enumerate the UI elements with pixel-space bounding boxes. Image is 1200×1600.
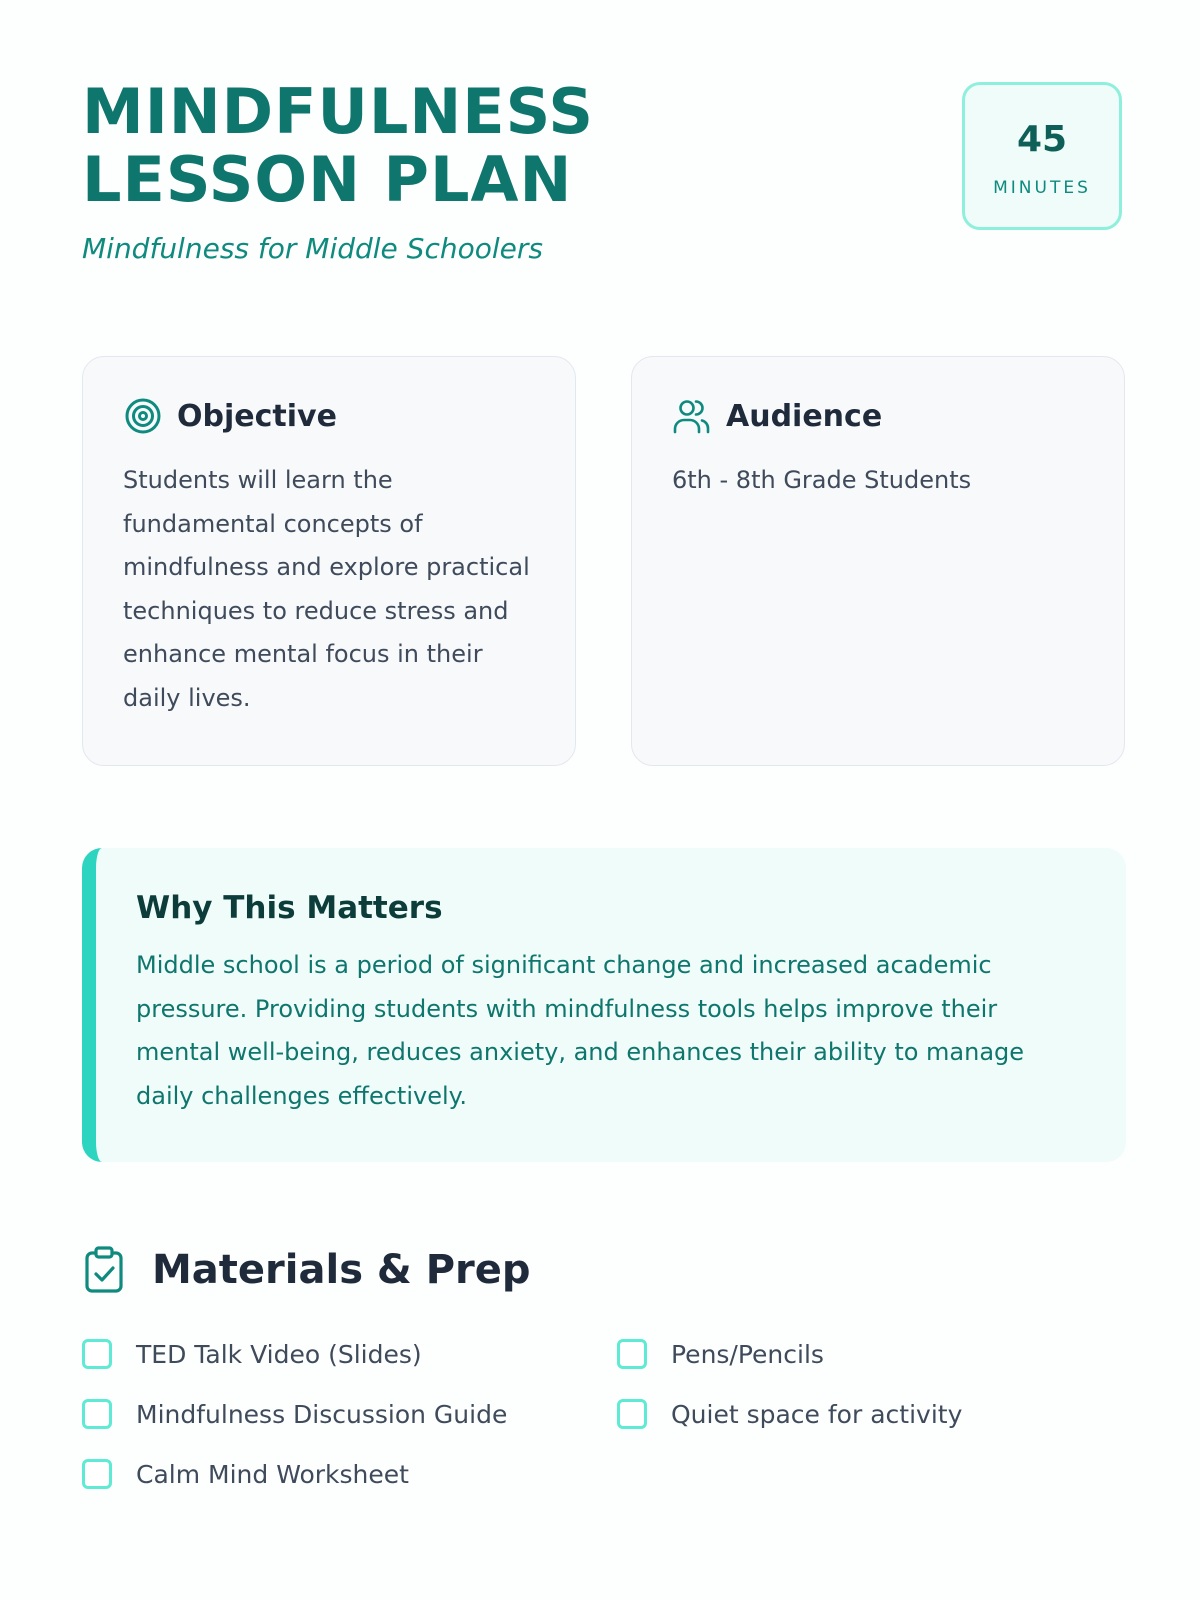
objective-heading: Objective [177, 398, 337, 434]
duration-value: 45 [1016, 119, 1068, 160]
why-heading: Why This Matters [136, 890, 443, 926]
audience-text: 6th - 8th Grade Students [672, 466, 972, 494]
why-text: Middle school is a period of significant change and increased academic pressure. Providing students with mindfulness tools helps improve their mental well-being, reduces anxiety, and enhances their ability to manage daily challenges effectively. [136, 951, 1025, 1110]
material-label: Mindfulness Discussion Guide [136, 1399, 508, 1429]
material-label: Pens/Pencils [671, 1339, 824, 1369]
users-icon [672, 396, 712, 436]
material-item[interactable] [617, 1398, 1126, 1430]
audience-heading: Audience [726, 398, 883, 434]
material-label: Quiet space for activity [671, 1399, 963, 1429]
target-icon [123, 396, 163, 436]
materials-header [82, 1246, 531, 1294]
material-item[interactable] [82, 1398, 617, 1430]
checkbox[interactable] [82, 1339, 112, 1369]
checkbox[interactable] [82, 1459, 112, 1489]
objective-text: Students will learn the fundamental concepts of mindfulness and explore practical techniques to reduce stress and enhance mental focus in their daily lives. [123, 466, 530, 712]
objective-header [123, 395, 535, 437]
checkbox[interactable] [617, 1339, 647, 1369]
audience-header [672, 395, 1084, 437]
material-item[interactable] [82, 1338, 617, 1370]
material-item[interactable] [82, 1458, 617, 1490]
material-label: TED Talk Video (Slides) [136, 1339, 422, 1369]
checkbox[interactable] [82, 1399, 112, 1429]
materials-heading: Materials & Prep [152, 1247, 531, 1293]
page-title: MINDFULNESS LESSON PLAN [82, 75, 595, 216]
audience-card [631, 356, 1125, 766]
objective-card [82, 356, 576, 766]
material-item[interactable] [617, 1338, 1126, 1370]
why-this-matters-callout [82, 848, 1126, 1162]
page-subtitle: Mindfulness for Middle Schoolers [82, 232, 543, 265]
duration-unit: MINUTES [993, 178, 1091, 198]
checkbox[interactable] [617, 1399, 647, 1429]
material-label: Calm Mind Worksheet [136, 1459, 409, 1489]
clipboard-check-icon [82, 1246, 126, 1294]
duration-badge [962, 82, 1122, 230]
materials-list [82, 1338, 1126, 1490]
